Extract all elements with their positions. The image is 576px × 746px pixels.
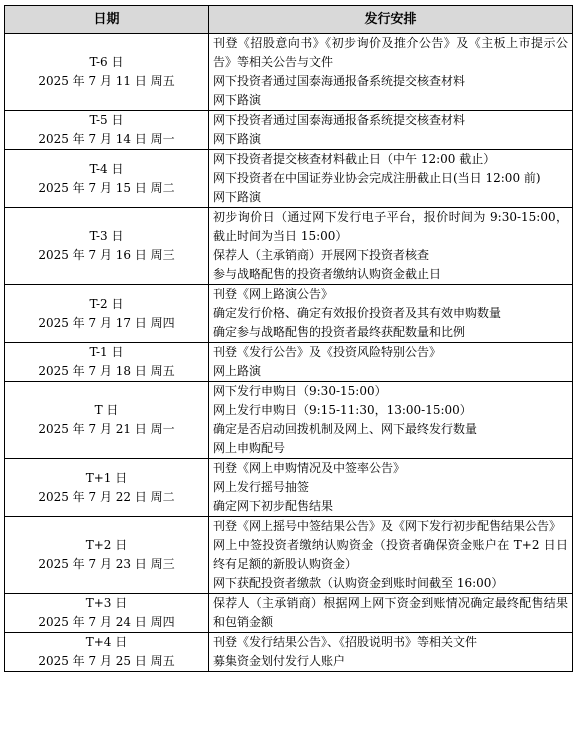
tasks-cell [209,34,573,111]
tasks-cell [209,111,573,150]
task-item: 网下投资者提交核查材料截止日（中午 12:00 截止） [213,152,496,166]
date-cell [5,343,209,382]
table-row [5,111,573,150]
task-item: 网下路演 [213,93,262,107]
task-item: 网下投资者在中国证券业协会完成注册截止日(当日 12:00 前) [213,171,541,185]
tasks-cell [209,343,573,382]
table-row [5,343,573,382]
calendar-date: 2025 年 7 月 25 日 周五 [38,654,175,668]
date-cell [5,517,209,594]
trading-day-label: T 日 [94,403,119,417]
calendar-date: 2025 年 7 月 24 日 周四 [38,615,175,629]
trading-day-label: T-4 日 [89,161,124,176]
calendar-date: 2025 年 7 月 15 日 周二 [38,180,175,195]
task-item: 初步询价日（通过网下发行电子平台，报价时间为 9:30-15:00，截止时间为当日 15:00） [213,210,568,243]
trading-day-label: T-1 日 [89,345,124,359]
tasks-cell [209,459,573,517]
task-item: 刊登《发行结果公告》、《招股说明书》等相关文件 [213,635,478,649]
calendar-date: 2025 年 7 月 23 日 周三 [38,557,175,571]
table-row [5,34,573,111]
calendar-date: 2025 年 7 月 18 日 周五 [38,364,175,378]
task-item: 网上发行摇号抽签 [213,480,310,494]
tasks-cell [209,150,573,208]
task-item: 确定发行价格、确定有效报价投资者及其有效申购数量 [213,306,502,320]
trading-day-label: T+2 日 [85,538,128,552]
task-item: 网上申购配号 [213,441,286,455]
table-row [5,517,573,594]
task-item: 网下投资者通过国泰海通报备系统提交核查材料 [213,113,466,127]
calendar-date: 2025 年 7 月 21 日 周一 [38,422,175,436]
tasks-cell [209,517,573,594]
trading-day-label: T+4 日 [85,635,128,649]
trading-day-label: T+1 日 [85,470,128,485]
calendar-date: 2025 年 7 月 16 日 周三 [38,248,175,262]
task-item: 刊登《招股意向书》《初步询价及推介公告》及《主板上市提示公告》等相关公告与文件 [213,36,568,69]
task-item: 网上路演 [213,364,262,378]
table-row [5,285,573,343]
date-cell [5,285,209,343]
table-row [5,150,573,208]
task-item: 网上中签投资者缴纳认购资金（投资者确保资金账户在 T+2 日日终有足额的新股认购资金） [213,538,568,571]
tasks-cell [209,594,573,633]
task-item: 刊登《网上摇号中签结果公告》及《网下发行初步配售结果公告》 [213,519,562,533]
table-row [5,382,573,459]
date-cell [5,382,209,459]
task-item: 刊登《网上申购情况及中签率公告》 [213,461,406,475]
date-cell [5,208,209,285]
task-item: 网上发行申购日（9:15-11:30，13:00-15:00） [213,403,472,417]
trading-day-label: T-2 日 [89,296,124,311]
issuance-schedule-table [4,5,573,672]
trading-day-label: T-3 日 [89,229,124,243]
trading-day-label: T-6 日 [89,55,124,69]
calendar-date: 2025 年 7 月 11 日 周五 [38,74,175,88]
date-cell [5,633,209,672]
task-item: 刊登《发行公告》及《投资风险特别公告》 [213,345,442,359]
calendar-date: 2025 年 7 月 14 日 周一 [38,132,175,146]
task-item: 网下路演 [213,190,262,204]
trading-day-label: T-5 日 [89,113,124,127]
task-item: 网下投资者通过国泰海通报备系统提交核查材料 [213,74,466,88]
table-row [5,208,573,285]
date-column-header: 日期 [5,6,209,34]
task-item: 刊登《网上路演公告》 [213,287,334,301]
task-item: 参与战略配售的投资者缴纳认购资金截止日 [213,267,442,281]
date-cell [5,459,209,517]
table-row [5,594,573,633]
tasks-cell [209,633,573,672]
date-cell [5,594,209,633]
tasks-cell [209,285,573,343]
tasks-cell [209,382,573,459]
date-cell [5,150,209,208]
task-item: 保荐人（主承销商）开展网下投资者核查 [213,248,430,262]
table-row [5,633,573,672]
task-item: 确定参与战略配售的投资者最终获配数量和比例 [213,325,466,339]
table-body [5,34,573,672]
table-header-row [5,6,573,34]
task-item: 募集资金划付发行人账户 [213,654,346,668]
trading-day-label: T+3 日 [85,596,128,610]
task-item: 网下路演 [213,132,262,146]
calendar-date: 2025 年 7 月 22 日 周二 [38,489,175,504]
date-cell [5,34,209,111]
task-item: 网下发行申购日（9:30-15:00） [213,384,387,398]
task-column-header: 发行安排 [209,6,573,34]
task-item: 确定是否启动回拨机制及网上、网下最终发行数量 [213,422,478,436]
date-cell [5,111,209,150]
calendar-date: 2025 年 7 月 17 日 周四 [38,315,175,330]
task-item: 网下获配投资者缴款（认购资金到账时间截至 16:00） [213,576,504,590]
task-item: 确定网下初步配售结果 [213,499,334,513]
task-item: 保荐人（主承销商）根据网上网下资金到账情况确定最终配售结果和包销金额 [213,596,568,629]
tasks-cell [209,208,573,285]
table-row [5,459,573,517]
